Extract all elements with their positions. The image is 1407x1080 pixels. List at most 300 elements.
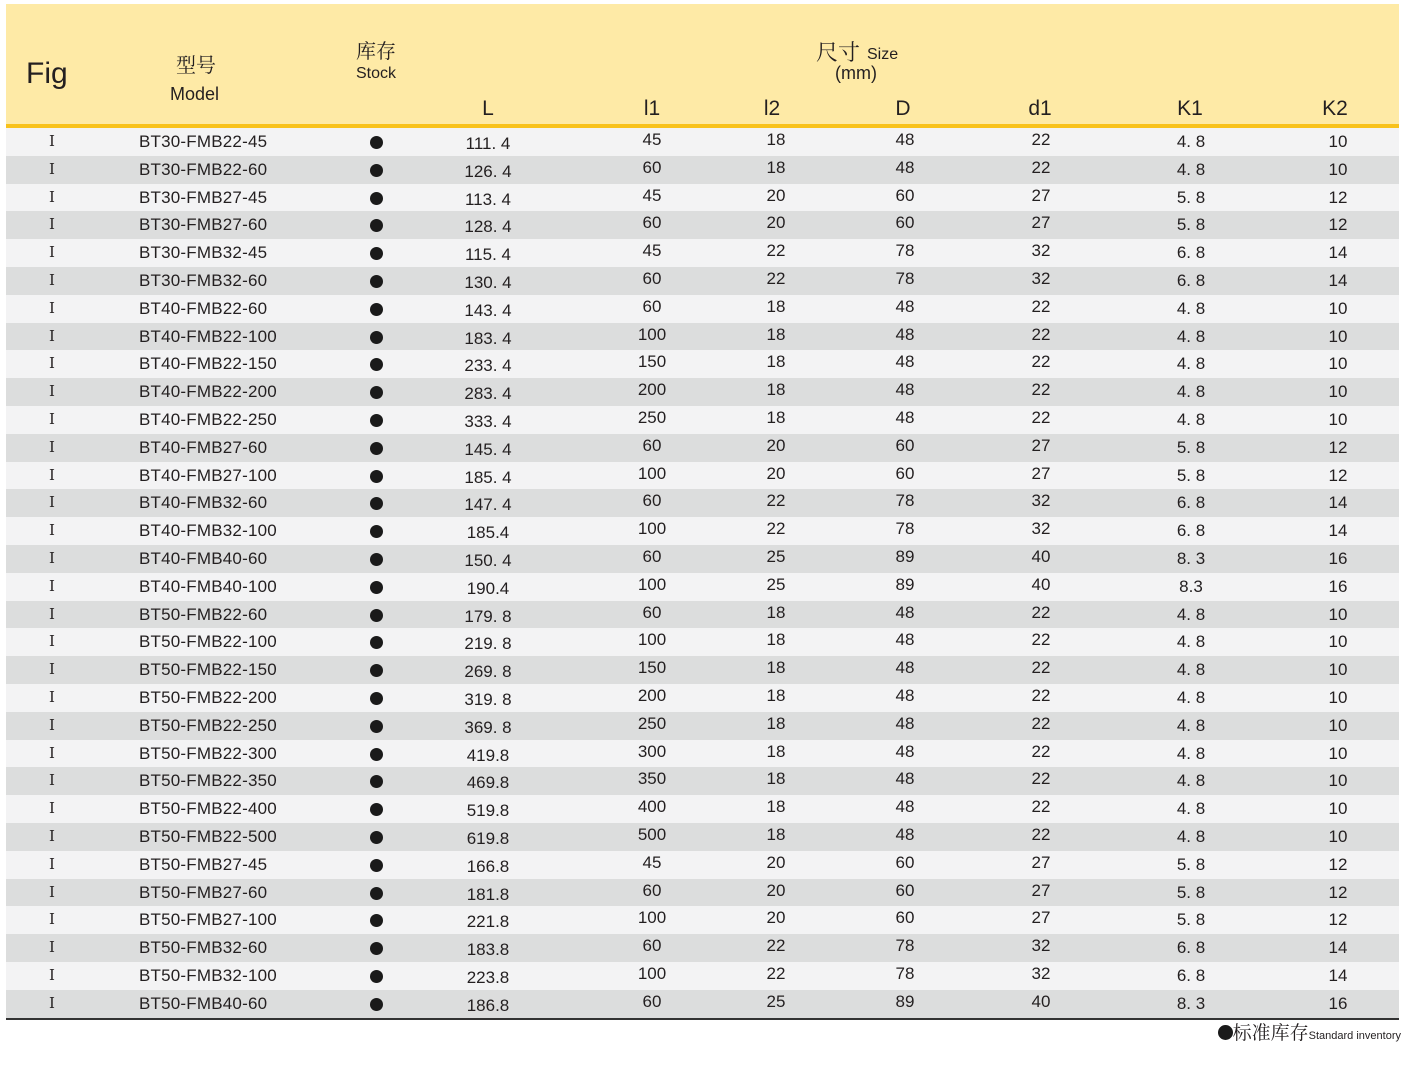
l2-cell: 18 xyxy=(766,130,786,149)
l1-cell: 100 xyxy=(637,463,667,483)
model-cell: BT40-FMB40-100 xyxy=(139,576,277,596)
d1-cell: 22 xyxy=(1031,824,1051,844)
l1-cell: 500 xyxy=(637,824,667,844)
K1-cell: 4. 8 xyxy=(1176,771,1206,791)
table-row xyxy=(6,378,1399,406)
L-cell: 223.8 xyxy=(466,967,510,987)
D-cell: 48 xyxy=(895,741,915,761)
D-cell: 48 xyxy=(895,713,915,733)
L-cell: 221.8 xyxy=(466,912,510,932)
d1-cell: 22 xyxy=(1031,157,1051,177)
K2-cell: 12 xyxy=(1328,882,1348,902)
stock-header-en: Stock xyxy=(356,65,397,82)
l2-cell: 18 xyxy=(766,352,786,372)
fig-cell: I xyxy=(49,993,55,1012)
K1-cell: 4. 8 xyxy=(1176,298,1206,318)
l1-cell: 60 xyxy=(642,491,662,511)
fig-cell: I xyxy=(49,382,55,401)
fig-cell: I xyxy=(49,771,55,790)
K1-cell: 6. 8 xyxy=(1176,938,1206,958)
table-row xyxy=(6,740,1399,768)
K1-cell: 5. 8 xyxy=(1176,187,1206,207)
K2-cell: 12 xyxy=(1328,215,1348,235)
d1-cell: 22 xyxy=(1031,407,1051,427)
D-cell: 48 xyxy=(895,407,915,427)
l1-cell: 60 xyxy=(642,880,662,900)
d1-cell: 22 xyxy=(1031,658,1051,678)
table-row xyxy=(6,406,1399,434)
d1-cell: 22 xyxy=(1031,769,1051,789)
l1-cell: 200 xyxy=(637,685,667,705)
col-header-L: L xyxy=(482,97,494,120)
fig-header: Fig xyxy=(26,57,68,90)
K2-cell: 16 xyxy=(1328,993,1348,1013)
model-cell: BT50-FMB22-350 xyxy=(139,771,277,791)
L-cell: 147. 4 xyxy=(464,495,512,515)
model-header-en: Model xyxy=(170,84,220,104)
L-cell: 419.8 xyxy=(466,745,510,765)
stock-dot-icon xyxy=(370,831,383,844)
stock-dot-icon xyxy=(370,192,383,205)
K1-cell: 4. 8 xyxy=(1176,632,1206,652)
stock-dot-icon xyxy=(370,275,383,288)
table-row xyxy=(6,267,1399,295)
table-row xyxy=(6,823,1399,851)
K1-cell: 4. 8 xyxy=(1176,354,1206,374)
D-cell: 78 xyxy=(895,241,915,261)
l2-cell: 20 xyxy=(766,908,786,928)
l1-cell: 300 xyxy=(637,741,667,761)
K2-cell: 10 xyxy=(1328,298,1348,318)
K2-cell: 10 xyxy=(1328,326,1348,346)
model-cell: BT50-FMB32-100 xyxy=(139,965,277,985)
model-cell: BT40-FMB22-60 xyxy=(139,298,268,318)
table-row xyxy=(6,962,1399,990)
K1-cell: 4. 8 xyxy=(1176,409,1206,429)
model-cell: BT50-FMB22-150 xyxy=(139,660,277,680)
D-cell: 60 xyxy=(895,463,915,483)
model-cell: BT30-FMB27-60 xyxy=(139,215,268,235)
table-row xyxy=(6,489,1399,517)
l1-cell: 60 xyxy=(642,435,662,455)
l2-cell: 18 xyxy=(766,713,786,733)
col-header-l1: l1 xyxy=(643,97,661,120)
stock-dot-icon xyxy=(370,470,383,483)
l1-cell: 45 xyxy=(642,185,662,205)
stock-dot-icon xyxy=(370,386,383,399)
model-cell: BT40-FMB22-150 xyxy=(139,354,277,374)
L-cell: 115. 4 xyxy=(464,245,511,265)
fig-cell: I xyxy=(49,243,55,262)
d1-cell: 22 xyxy=(1031,352,1051,372)
fig-cell: I xyxy=(49,854,55,873)
l2-cell: 22 xyxy=(766,936,786,956)
D-cell: 48 xyxy=(895,685,915,705)
table-row xyxy=(6,712,1399,740)
d1-cell: 27 xyxy=(1031,185,1051,205)
model-cell: BT40-FMB32-60 xyxy=(139,493,268,513)
l2-cell: 20 xyxy=(766,463,786,483)
l1-cell: 400 xyxy=(637,797,667,817)
legend xyxy=(1218,1024,1401,1043)
K1-cell: 6. 8 xyxy=(1176,493,1206,513)
l1-cell: 60 xyxy=(642,991,662,1011)
d1-cell: 22 xyxy=(1031,713,1051,733)
K2-cell: 12 xyxy=(1328,910,1348,930)
stock-dot-icon xyxy=(370,748,383,761)
L-cell: 183. 4 xyxy=(464,328,512,348)
table-row xyxy=(6,434,1399,462)
model-cell: BT50-FMB22-200 xyxy=(139,687,277,707)
model-cell: BT30-FMB22-60 xyxy=(139,159,268,179)
l1-cell: 60 xyxy=(642,213,662,233)
K2-cell: 14 xyxy=(1328,243,1348,263)
d1-cell: 27 xyxy=(1031,463,1051,483)
l1-cell: 45 xyxy=(642,241,662,261)
K1-cell: 4. 8 xyxy=(1176,604,1206,624)
D-cell: 60 xyxy=(895,435,915,455)
D-cell: 48 xyxy=(895,157,915,177)
D-cell: 60 xyxy=(895,185,915,205)
D-cell: 78 xyxy=(895,491,915,511)
K2-cell: 10 xyxy=(1328,604,1348,624)
model-cell: BT50-FMB22-400 xyxy=(139,799,277,819)
L-cell: 233. 4 xyxy=(464,356,512,376)
d1-cell: 22 xyxy=(1031,130,1051,149)
L-cell: 128. 4 xyxy=(464,217,512,237)
model-cell: BT50-FMB22-300 xyxy=(139,743,277,763)
l2-cell: 18 xyxy=(766,797,786,817)
D-cell: 60 xyxy=(895,908,915,928)
K2-cell: 16 xyxy=(1328,576,1348,596)
model-cell: BT50-FMB27-100 xyxy=(139,910,277,930)
l2-cell: 18 xyxy=(766,324,786,344)
stock-dot-icon xyxy=(370,247,383,260)
d1-cell: 40 xyxy=(1031,546,1051,566)
model-cell: BT30-FMB32-45 xyxy=(139,243,268,263)
legend-label-cn: 标准库存 xyxy=(1232,1023,1309,1044)
L-cell: 166.8 xyxy=(466,856,510,876)
K2-cell: 12 xyxy=(1328,465,1348,485)
D-cell: 48 xyxy=(895,602,915,622)
K1-cell: 4. 8 xyxy=(1176,326,1206,346)
model-cell: BT50-FMB22-250 xyxy=(139,715,277,735)
fig-cell: I xyxy=(49,743,55,762)
stock-dot-icon xyxy=(370,581,383,594)
fig-cell: I xyxy=(49,660,55,679)
table-row xyxy=(6,184,1399,212)
K1-cell: 4. 8 xyxy=(1176,132,1206,151)
K1-cell: 5. 8 xyxy=(1176,437,1206,457)
stock-dot-icon xyxy=(370,775,383,788)
l1-cell: 150 xyxy=(637,352,667,372)
d1-cell: 27 xyxy=(1031,213,1051,233)
table-row xyxy=(6,990,1399,1018)
model-cell: BT30-FMB22-45 xyxy=(139,132,268,151)
stock-dot-icon xyxy=(370,414,383,427)
col-header-l2: l2 xyxy=(763,97,781,120)
table-row xyxy=(6,934,1399,962)
stock-dot-icon xyxy=(370,136,383,149)
stock-dot-icon xyxy=(370,664,383,677)
model-header-cn: 型号 xyxy=(176,55,216,77)
model-cell: BT40-FMB22-200 xyxy=(139,382,277,402)
D-cell: 48 xyxy=(895,380,915,400)
L-cell: 185. 4 xyxy=(464,467,512,487)
table-row xyxy=(6,156,1399,184)
stock-dot-icon xyxy=(370,887,383,900)
L-cell: 130. 4 xyxy=(464,272,512,292)
K2-cell: 10 xyxy=(1328,354,1348,374)
K2-cell: 10 xyxy=(1328,632,1348,652)
model-cell: BT50-FMB22-500 xyxy=(139,826,277,846)
table-row xyxy=(6,656,1399,684)
K2-cell: 10 xyxy=(1328,771,1348,791)
K1-cell: 8. 3 xyxy=(1176,548,1206,568)
table-bottom-rule xyxy=(6,1018,1399,1020)
filled-circle-icon xyxy=(1218,1025,1233,1040)
d1-cell: 22 xyxy=(1031,685,1051,705)
K2-cell: 10 xyxy=(1328,826,1348,846)
model-cell: BT50-FMB22-100 xyxy=(139,632,277,652)
L-cell: 269. 8 xyxy=(464,662,512,682)
l1-cell: 100 xyxy=(637,574,667,594)
table-row xyxy=(6,795,1399,823)
d1-cell: 22 xyxy=(1031,380,1051,400)
K2-cell: 12 xyxy=(1328,437,1348,457)
stock-dot-icon xyxy=(370,720,383,733)
col-header-K1: K1 xyxy=(1177,97,1203,120)
stock-dot-icon xyxy=(370,303,383,316)
D-cell: 60 xyxy=(895,213,915,233)
l1-cell: 350 xyxy=(637,769,667,789)
K2-cell: 10 xyxy=(1328,132,1348,151)
model-cell: BT50-FMB27-60 xyxy=(139,882,268,902)
size-header-cn: 尺寸 xyxy=(816,40,861,65)
d1-cell: 32 xyxy=(1031,491,1051,511)
stock-dot-icon xyxy=(370,803,383,816)
l2-cell: 25 xyxy=(766,991,786,1011)
L-cell: 369. 8 xyxy=(464,717,512,737)
l2-cell: 18 xyxy=(766,769,786,789)
d1-cell: 27 xyxy=(1031,435,1051,455)
d1-cell: 40 xyxy=(1031,991,1051,1011)
fig-cell: I xyxy=(49,132,55,150)
model-cell: BT40-FMB22-100 xyxy=(139,326,277,346)
fig-cell: I xyxy=(49,604,55,623)
K1-cell: 8.3 xyxy=(1179,576,1203,596)
l2-cell: 18 xyxy=(766,380,786,400)
spec-table xyxy=(6,4,1399,1020)
l2-cell: 22 xyxy=(766,963,786,983)
l1-cell: 100 xyxy=(637,963,667,983)
D-cell: 48 xyxy=(895,130,915,149)
fig-cell: I xyxy=(49,437,55,456)
model-cell: BT40-FMB27-100 xyxy=(139,465,277,485)
L-cell: 319. 8 xyxy=(464,689,512,709)
table-row xyxy=(6,211,1399,239)
K1-cell: 4. 8 xyxy=(1176,715,1206,735)
K1-cell: 4. 8 xyxy=(1176,743,1206,763)
model-cell: BT50-FMB40-60 xyxy=(139,993,268,1013)
d1-cell: 22 xyxy=(1031,741,1051,761)
model-cell: BT40-FMB40-60 xyxy=(139,548,268,568)
fig-cell: I xyxy=(49,687,55,706)
fig-cell: I xyxy=(49,493,55,512)
l2-cell: 22 xyxy=(766,268,786,288)
K1-cell: 6. 8 xyxy=(1176,270,1206,290)
l1-cell: 250 xyxy=(637,407,667,427)
l2-cell: 18 xyxy=(766,685,786,705)
D-cell: 78 xyxy=(895,519,915,539)
stock-dot-icon xyxy=(370,331,383,344)
fig-cell: I xyxy=(49,270,55,289)
K1-cell: 5. 8 xyxy=(1176,854,1206,874)
K1-cell: 4. 8 xyxy=(1176,660,1206,680)
l2-cell: 25 xyxy=(766,546,786,566)
stock-dot-icon xyxy=(370,497,383,510)
L-cell: 126. 4 xyxy=(464,161,512,181)
l1-cell: 60 xyxy=(642,546,662,566)
table-row xyxy=(6,295,1399,323)
d1-cell: 22 xyxy=(1031,797,1051,817)
K1-cell: 5. 8 xyxy=(1176,215,1206,235)
L-cell: 333. 4 xyxy=(464,411,512,431)
L-cell: 283. 4 xyxy=(464,384,512,404)
fig-cell: I xyxy=(49,187,55,206)
K1-cell: 5. 8 xyxy=(1176,910,1206,930)
l2-cell: 18 xyxy=(766,658,786,678)
fig-cell: I xyxy=(49,910,55,929)
D-cell: 89 xyxy=(895,991,915,1011)
stock-dot-icon xyxy=(370,609,383,622)
K2-cell: 10 xyxy=(1328,159,1348,179)
K1-cell: 4. 8 xyxy=(1176,799,1206,819)
table-row xyxy=(6,879,1399,907)
model-cell: BT40-FMB32-100 xyxy=(139,521,277,541)
D-cell: 48 xyxy=(895,630,915,650)
K1-cell: 6. 8 xyxy=(1176,965,1206,985)
d1-cell: 27 xyxy=(1031,908,1051,928)
stock-dot-icon xyxy=(370,942,383,955)
K2-cell: 12 xyxy=(1328,854,1348,874)
d1-cell: 32 xyxy=(1031,963,1051,983)
size-header-en: Size xyxy=(867,46,899,63)
fig-cell: I xyxy=(49,354,55,373)
stock-dot-icon xyxy=(370,998,383,1011)
l1-cell: 45 xyxy=(642,852,662,872)
l2-cell: 22 xyxy=(766,519,786,539)
K2-cell: 14 xyxy=(1328,965,1348,985)
table-row xyxy=(6,462,1399,490)
L-cell: 619.8 xyxy=(466,828,510,848)
model-cell: BT50-FMB32-60 xyxy=(139,938,268,958)
fig-cell: I xyxy=(49,159,55,178)
table-row xyxy=(6,350,1399,378)
K2-cell: 10 xyxy=(1328,743,1348,763)
d1-cell: 22 xyxy=(1031,630,1051,650)
d1-cell: 27 xyxy=(1031,852,1051,872)
fig-cell: I xyxy=(49,326,55,345)
model-cell: BT40-FMB22-250 xyxy=(139,409,277,429)
table-row xyxy=(6,128,1399,156)
stock-dot-icon xyxy=(370,525,383,538)
d1-cell: 32 xyxy=(1031,268,1051,288)
L-cell: 111. 4 xyxy=(465,134,511,153)
K2-cell: 14 xyxy=(1328,938,1348,958)
D-cell: 89 xyxy=(895,546,915,566)
L-cell: 150. 4 xyxy=(464,550,512,570)
fig-cell: I xyxy=(49,465,55,484)
l1-cell: 100 xyxy=(637,519,667,539)
l2-cell: 22 xyxy=(766,491,786,511)
l2-cell: 20 xyxy=(766,435,786,455)
l1-cell: 60 xyxy=(642,157,662,177)
table-row xyxy=(6,239,1399,267)
model-cell: BT30-FMB32-60 xyxy=(139,270,268,290)
D-cell: 89 xyxy=(895,574,915,594)
l1-cell: 100 xyxy=(637,908,667,928)
d1-cell: 22 xyxy=(1031,296,1051,316)
K1-cell: 6. 8 xyxy=(1176,521,1206,541)
D-cell: 48 xyxy=(895,296,915,316)
fig-cell: I xyxy=(49,632,55,651)
table-body xyxy=(6,128,1399,1018)
l2-cell: 18 xyxy=(766,602,786,622)
K1-cell: 4. 8 xyxy=(1176,159,1206,179)
l2-cell: 18 xyxy=(766,157,786,177)
fig-cell: I xyxy=(49,215,55,234)
stock-dot-icon xyxy=(370,553,383,566)
l1-cell: 60 xyxy=(642,602,662,622)
D-cell: 48 xyxy=(895,797,915,817)
table-row xyxy=(6,684,1399,712)
K2-cell: 10 xyxy=(1328,409,1348,429)
model-cell: BT30-FMB27-45 xyxy=(139,187,268,207)
l1-cell: 250 xyxy=(637,713,667,733)
l1-cell: 60 xyxy=(642,268,662,288)
K1-cell: 8. 3 xyxy=(1176,993,1206,1013)
L-cell: 219. 8 xyxy=(464,634,512,654)
D-cell: 60 xyxy=(895,852,915,872)
K1-cell: 5. 8 xyxy=(1176,882,1206,902)
stock-dot-icon xyxy=(370,914,383,927)
d1-cell: 32 xyxy=(1031,241,1051,261)
fig-cell: I xyxy=(49,521,55,540)
L-cell: 143. 4 xyxy=(464,300,512,320)
col-header-D: D xyxy=(895,97,911,120)
l1-cell: 60 xyxy=(642,296,662,316)
table-row xyxy=(6,545,1399,573)
L-cell: 190.4 xyxy=(466,578,510,598)
col-header-d1: d1 xyxy=(1028,97,1052,120)
table-row xyxy=(6,906,1399,934)
stock-dot-icon xyxy=(370,970,383,983)
fig-cell: I xyxy=(49,882,55,901)
K1-cell: 4. 8 xyxy=(1176,687,1206,707)
l2-cell: 18 xyxy=(766,296,786,316)
stock-dot-icon xyxy=(370,442,383,455)
l2-cell: 25 xyxy=(766,574,786,594)
L-cell: 186.8 xyxy=(466,995,510,1015)
l1-cell: 45 xyxy=(642,130,662,149)
stock-dot-icon xyxy=(370,636,383,649)
K2-cell: 12 xyxy=(1328,187,1348,207)
fig-cell: I xyxy=(49,938,55,957)
table-row xyxy=(6,517,1399,545)
l2-cell: 18 xyxy=(766,630,786,650)
D-cell: 78 xyxy=(895,936,915,956)
